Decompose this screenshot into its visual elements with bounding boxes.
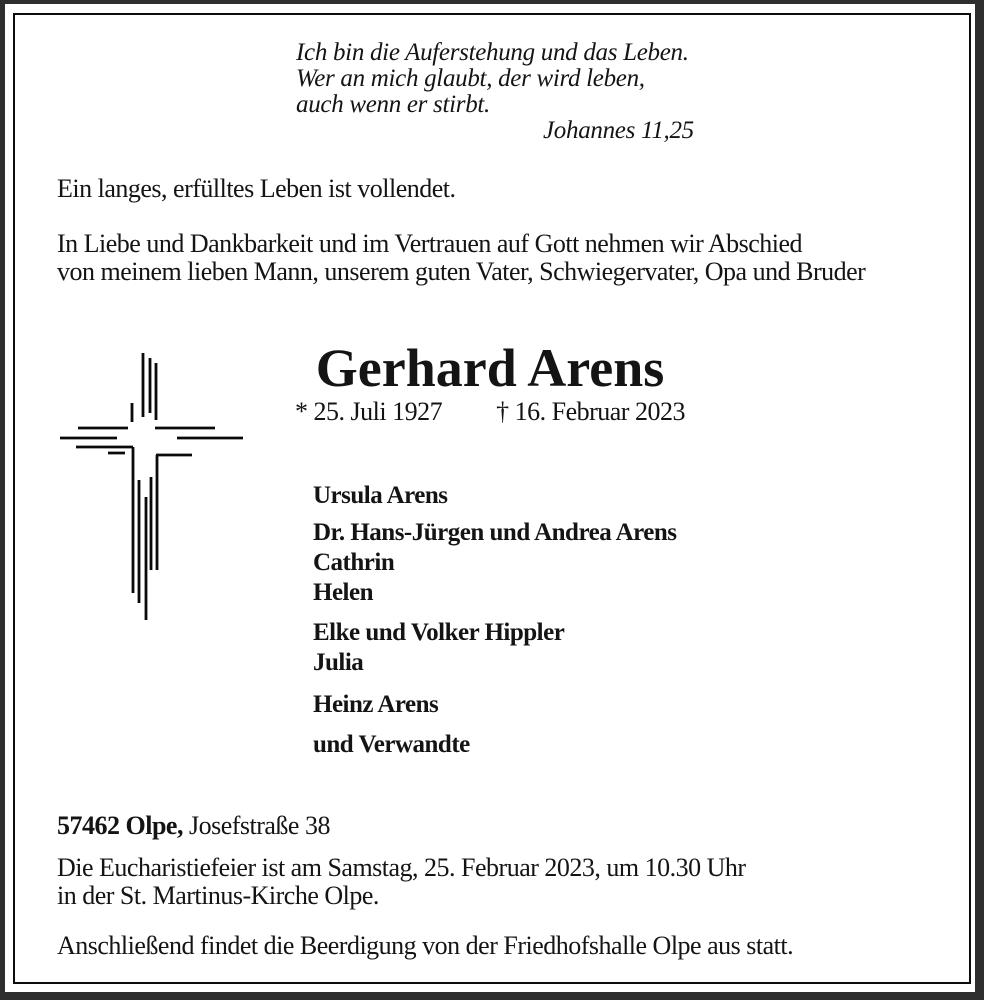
service-line: Die Eucharistiefeier ist am Samstag, 25. Februar 2023, um 10.30 Uhr bbox=[57, 853, 746, 882]
service-announcement bbox=[57, 854, 746, 910]
scripture-quote bbox=[296, 40, 696, 144]
quote-attribution: Johannes 11,25 bbox=[543, 117, 694, 144]
mourner-name: Elke und Volker Hippler bbox=[313, 619, 565, 646]
burial-announcement: Anschließend findet die Beerdigung von der Friedhofshalle Olpe aus statt. bbox=[57, 931, 794, 960]
mourner-name: und Verwandte bbox=[313, 731, 470, 758]
family-address bbox=[57, 812, 330, 840]
farewell-line: In Liebe und Dankbarkeit und im Vertrauen auf Gott nehmen wir Abschied bbox=[57, 229, 803, 258]
service-line: in der St. Martinus-Kirche Olpe. bbox=[57, 881, 379, 910]
quote-line: auch wenn er stirbt. bbox=[296, 91, 490, 118]
completion-statement: Ein langes, erfülltes Leben ist vollendet. bbox=[57, 174, 456, 203]
life-dates bbox=[250, 399, 730, 425]
mourner-name: Cathrin bbox=[313, 549, 395, 576]
deceased-name: Gerhard Arens bbox=[315, 338, 665, 398]
memorial-cross-icon bbox=[55, 340, 250, 635]
address-street: Josefstraße 38 bbox=[182, 811, 330, 840]
mourner-name: Ursula Arens bbox=[313, 482, 448, 509]
mourner-name: Helen bbox=[313, 579, 373, 606]
mourner-name: Heinz Arens bbox=[313, 691, 439, 718]
farewell-line: von meinem lieben Mann, unserem guten Vater, Schwiegervater, Opa und Bruder bbox=[57, 257, 866, 286]
death-date: † 16. Februar 2023 bbox=[496, 397, 685, 426]
birth-date: * 25. Juli 1927 bbox=[295, 397, 443, 426]
farewell-paragraph bbox=[57, 230, 865, 286]
quote-line: Ich bin die Auferstehung und das Leben. bbox=[296, 39, 689, 66]
mourner-name: Dr. Hans-Jürgen und Andrea Arens bbox=[313, 519, 677, 546]
mourner-name: Julia bbox=[313, 649, 364, 676]
mourners-list bbox=[313, 481, 677, 760]
address-city: 57462 Olpe, bbox=[57, 811, 183, 840]
quote-line: Wer an mich glaubt, der wird leben, bbox=[296, 65, 645, 92]
